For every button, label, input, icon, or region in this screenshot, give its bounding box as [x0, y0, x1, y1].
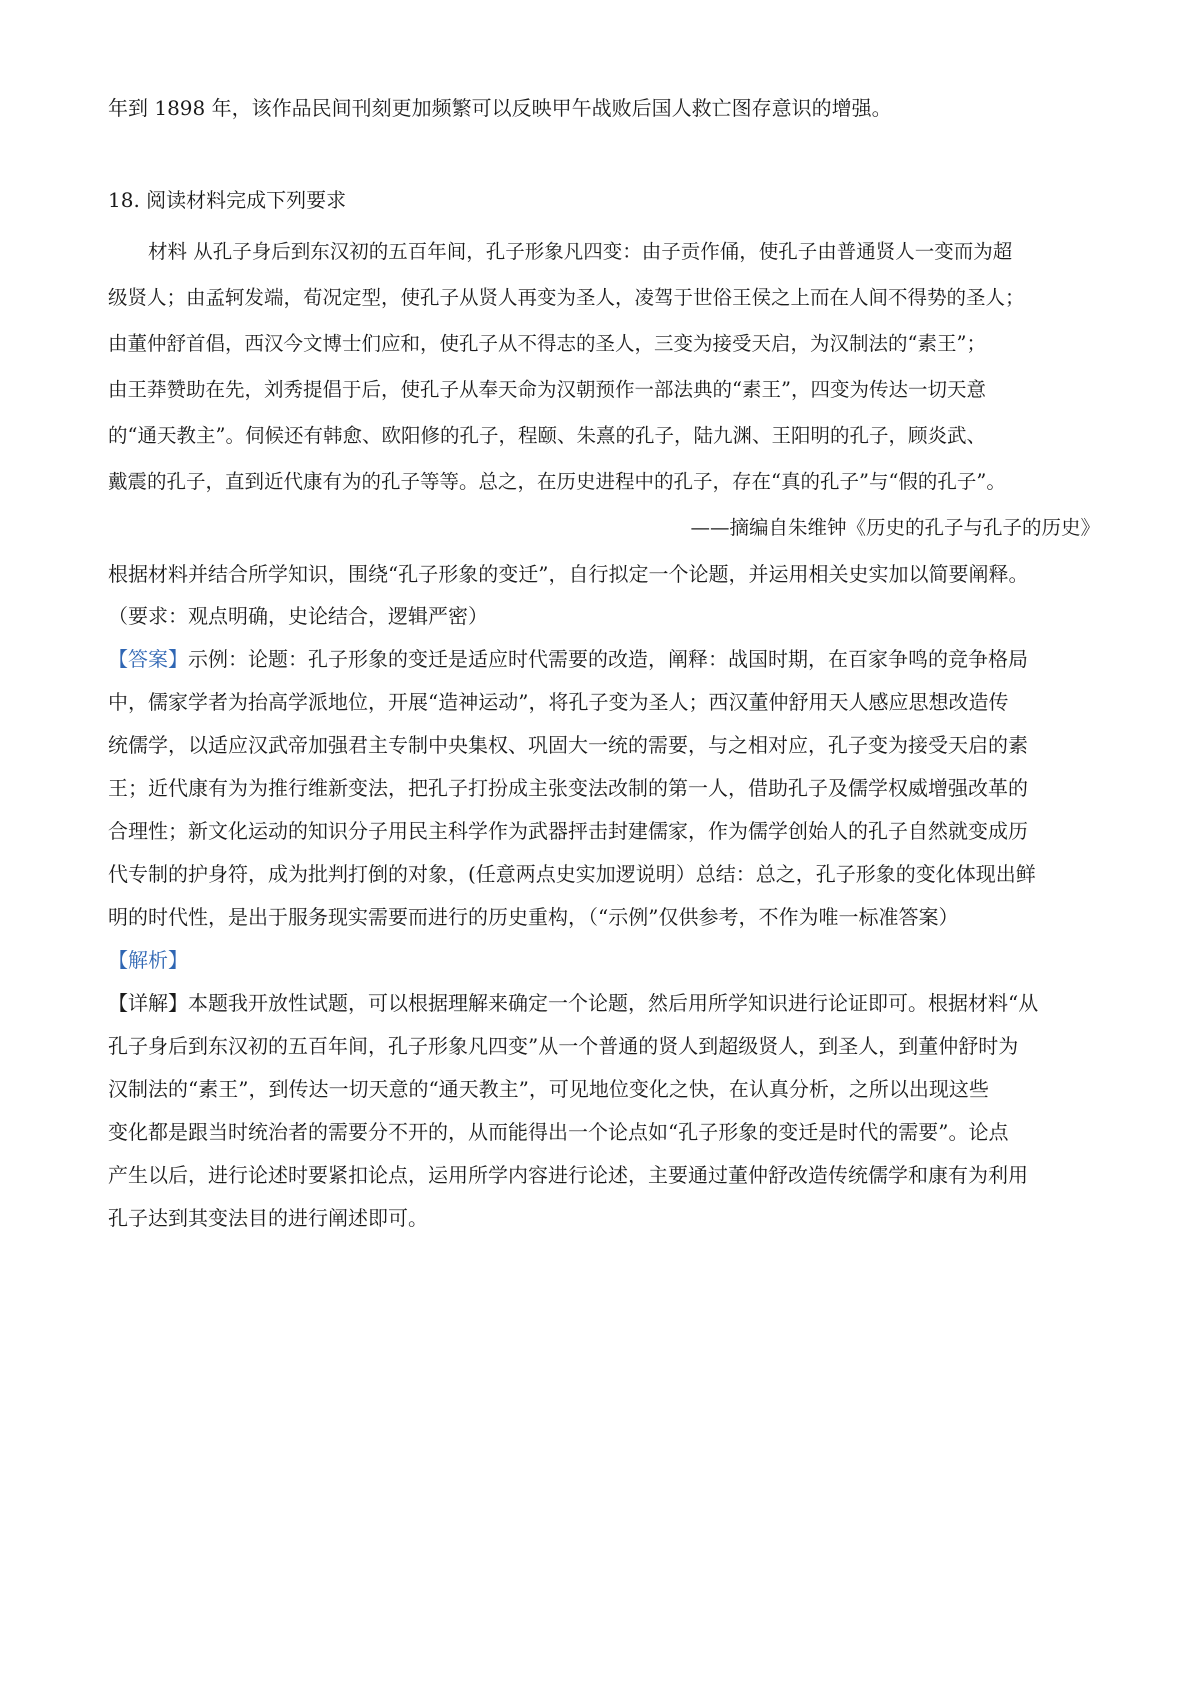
answer-text: 示例：论题：孔子形象的变迁是适应时代需要的改造，阐释：战国时期，在百家争鸣的竞争格局 — [188, 647, 1028, 671]
material-line: 的“通天教主”。伺候还有韩愈、欧阳修的孔子，程颐、朱熹的孔子，陆九渊、王阳明的孔子，顾炎武、 — [108, 424, 986, 447]
answer-line: 明的时代性，是出于服务现实需要而进行的历史重构，（“示例”仅供参考，不作为唯一标准答案） — [108, 905, 959, 929]
material-line: 由董仲舒首倡，西汉今文博士们应和，使孔子从不得志的圣人，三变为接受天启，为汉制法的“素王”； — [108, 332, 986, 355]
analysis-detail-line: 变化都是跟当时统治者的需要分不开的，从而能得出一个论点如“孔子形象的变迁是时代的需要”。论点 — [108, 1120, 1009, 1144]
analysis-detail-line: 【详解】本题我开放性试题，可以根据理解来确定一个论题，然后用所学知识进行论证即可。根据材料“从 — [108, 991, 1039, 1015]
material-line: 戴震的孔子，直到近代康有为的孔子等等。总之，在历史进程中的孔子，存在“真的孔子”与“假的孔子”。 — [108, 470, 1006, 493]
answer-line: 统儒学，以适应汉武帝加强君主专制中央集权、巩固大一统的需要，与之相对应，孔子变为接受天启的素 — [108, 733, 1028, 757]
analysis-detail-line: 产生以后，进行论述时要紧扣论点，运用所学内容进行论述，主要通过董仲舒改造传统儒学和康有为利用 — [108, 1163, 1028, 1187]
question-title: 18. 阅读材料完成下列要求 — [108, 188, 347, 212]
answer-line: 代专制的护身符，成为批判打倒的对象，(任意两点史实加逻说明）总结：总之，孔子形象的变化体现出鲜 — [108, 862, 1036, 886]
answer-line: 中，儒家学者为抬高学派地位，开展“造神运动”，将孔子变为圣人；西汉董仲舒用天人感应思想改造传 — [108, 690, 1009, 714]
analysis-detail-line: 孔子达到其变法目的进行阐述即可。 — [108, 1206, 428, 1230]
answer-line: 合理性；新文化运动的知识分子用民主科学作为武器抨击封建儒家，作为儒学创始人的孔子自然就变成历 — [108, 819, 1028, 843]
question-requirements: （要求：观点明确，史论结合，逻辑严密） — [108, 604, 488, 628]
material-line: 由王莽赞助在先，刘秀提倡于后，使孔子从奉天命为汉朝预作一部法典的“素王”，四变为传达一切天意 — [108, 378, 986, 401]
analysis-label: 【解析】 — [108, 948, 188, 972]
analysis-detail-line: 汉制法的“素王”，到传达一切天意的“通天教主”，可见地位变化之快，在认真分析，之所以出现这些 — [108, 1077, 989, 1101]
answer-first-line — [108, 645, 1100, 673]
material-line: 级贤人；由孟轲发端，荀况定型，使孔子从贤人再变为圣人，凌驾于世俗王侯之上而在人间不得势的圣人； — [108, 286, 1025, 309]
material-source: ——摘编自朱维钟《历史的孔子与孔子的历史》 — [690, 516, 1100, 539]
answer-label: 【答案】 — [108, 647, 188, 671]
previous-answer-tail: 年到 1898 年，该作品民间刊刻更加频繁可以反映甲午战败后国人救亡图存意识的增强。 — [108, 96, 892, 120]
material-line: 材料 从孔子身后到东汉初的五百年间，孔子形象凡四变：由子贡作俑，使孔子由普通贤人一变而为超 — [148, 240, 1013, 263]
question-prompt-line: 根据材料并结合所学知识，围绕“孔子形象的变迁”，自行拟定一个论题，并运用相关史实加以简要阐释。 — [108, 562, 1029, 586]
analysis-detail-line: 孔子身后到东汉初的五百年间，孔子形象凡四变”从一个普通的贤人到超级贤人，到圣人，到董仲舒时为 — [108, 1034, 1019, 1058]
answer-line: 王；近代康有为为推行维新变法，把孔子打扮成主张变法改制的第一人，借助孔子及儒学权威增强改革的 — [108, 776, 1028, 800]
